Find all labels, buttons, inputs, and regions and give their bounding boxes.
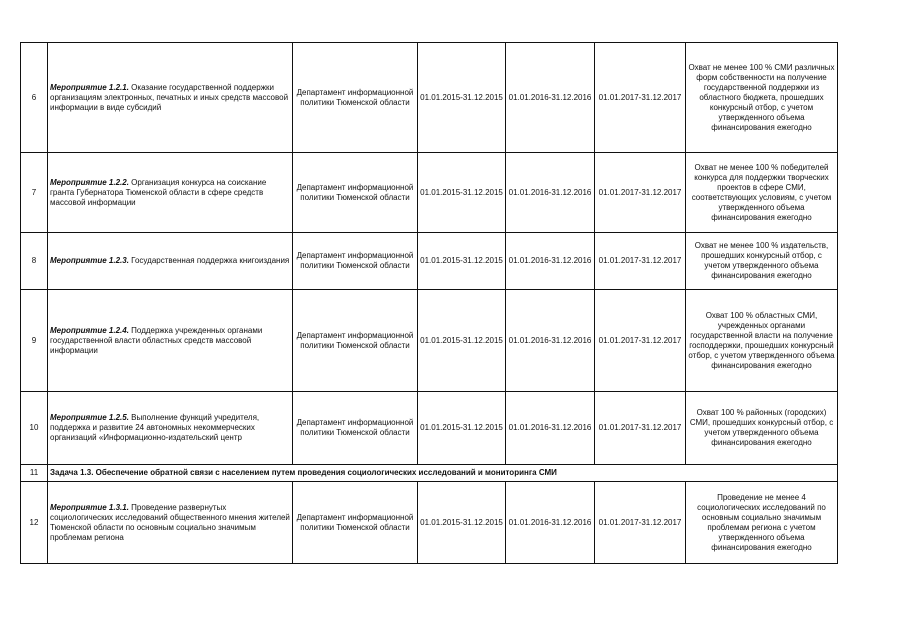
table-row [21, 153, 838, 233]
period-2017: 01.01.2017-31.12.2017 [595, 392, 686, 465]
period-2016: 01.01.2016-31.12.2016 [506, 153, 595, 233]
row-number: 10 [21, 392, 48, 465]
period-2015: 01.01.2015-31.12.2015 [418, 482, 506, 564]
row-number: 8 [21, 233, 48, 290]
activity-title: Мероприятие 1.2.2. [50, 177, 129, 187]
activity-title: Мероприятие 1.2.1. [50, 82, 129, 92]
activity-cell [48, 233, 293, 290]
result-cell: Охват не менее 100 % победителей конкурса для поддержки творческих проектов в сфере СМИ, соответствующих условиям, с учетом утвержденного объема финансирования ежегодно [686, 153, 838, 233]
period-2015: 01.01.2015-31.12.2015 [418, 233, 506, 290]
row-number: 6 [21, 43, 48, 153]
activity-cell [48, 290, 293, 392]
activity-cell [48, 482, 293, 564]
period-2015: 01.01.2015-31.12.2015 [418, 153, 506, 233]
row-number: 7 [21, 153, 48, 233]
period-2016: 01.01.2016-31.12.2016 [506, 392, 595, 465]
activity-text: Выполнение функций учредителя, поддержка и развитие 24 автономных некоммерческих организаций «Информационно-издательский центр [50, 413, 260, 442]
task-row [21, 465, 838, 482]
period-2017: 01.01.2017-31.12.2017 [595, 482, 686, 564]
activity-cell [48, 153, 293, 233]
activity-title: Мероприятие 1.2.5. [50, 413, 129, 422]
result-cell: Проведение не менее 4 социологических исследований по основным социально значимым проблемам региона с учетом утвержденного объема финансирования ежегодно [686, 482, 838, 564]
period-2017: 01.01.2017-31.12.2017 [595, 290, 686, 392]
activity-text: Проведение развернутых социологических исследований общественного мнения жителей Тюменской области по основным социально значимым проблемам региона [50, 502, 290, 542]
result-cell: Охват 100 % районных (городских) СМИ, прошедших конкурсный отбор, с учетом утвержденного объема финансирования ежегодно [686, 392, 838, 465]
period-2016: 01.01.2016-31.12.2016 [506, 43, 595, 153]
activity-text: Государственная поддержка книгоиздания [128, 256, 290, 265]
table-row [21, 482, 838, 564]
row-number: 11 [21, 465, 48, 482]
activity-title: Мероприятие 1.2.4. [50, 325, 129, 335]
period-2016: 01.01.2016-31.12.2016 [506, 290, 595, 392]
result-cell: Охват не менее 100 % СМИ различных форм собственности на получение государственной поддержки из областного бюджета, прошедших конкурсный отбор, с учетом утвержденного объема финансирования ежегодно [686, 43, 838, 153]
activity-text: Поддержка учрежденных органами государственной власти областных средств массовой информации [50, 325, 263, 355]
table-row [21, 43, 838, 153]
executor-cell: Департамент информационной политики Тюменской области [293, 233, 418, 290]
executor-cell: Департамент информационной политики Тюменской области [293, 392, 418, 465]
period-2017: 01.01.2017-31.12.2017 [595, 233, 686, 290]
executor-cell: Департамент информационной политики Тюменской области [293, 43, 418, 153]
period-2016: 01.01.2016-31.12.2016 [506, 482, 595, 564]
period-2017: 01.01.2017-31.12.2017 [595, 153, 686, 233]
activity-cell [48, 43, 293, 153]
activity-title: Мероприятие 1.2.3. [50, 256, 129, 265]
executor-cell: Департамент информационной политики Тюменской области [293, 153, 418, 233]
period-2016: 01.01.2016-31.12.2016 [506, 233, 595, 290]
task-heading: Задача 1.3. Обеспечение обратной связи с населением путем проведения социологических исследований и мониторинга СМИ [48, 465, 838, 482]
row-number: 9 [21, 290, 48, 392]
result-cell: Охват 100 % областных СМИ, учрежденных органами государственной власти на получение господдержки, прошедших конкурсный отбор, с учетом утвержденного объема финансирования ежегодно [686, 290, 838, 392]
executor-cell: Департамент информационной политики Тюменской области [293, 482, 418, 564]
program-table [20, 42, 838, 564]
period-2015: 01.01.2015-31.12.2015 [418, 290, 506, 392]
table-row [21, 233, 838, 290]
executor-cell: Департамент информационной политики Тюменской области [293, 290, 418, 392]
activity-text: Оказание государственной поддержки организациям электронных, печатных и иных средств массовой информации в виде субсидий [50, 82, 289, 112]
activity-text: Организация конкурса на соискание гранта Губернатора Тюменской области в сфере средств массовой информации [50, 177, 267, 207]
result-cell: Охват не менее 100 % издательств, прошедших конкурсный отбор, с учетом утвержденного объема финансирования ежегодно [686, 233, 838, 290]
table-row [21, 290, 838, 392]
period-2015: 01.01.2015-31.12.2015 [418, 392, 506, 465]
period-2015: 01.01.2015-31.12.2015 [418, 43, 506, 153]
activity-cell [48, 392, 293, 465]
activity-title: Мероприятие 1.3.1. [50, 502, 129, 512]
table-row [21, 392, 838, 465]
period-2017: 01.01.2017-31.12.2017 [595, 43, 686, 153]
row-number: 12 [21, 482, 48, 564]
